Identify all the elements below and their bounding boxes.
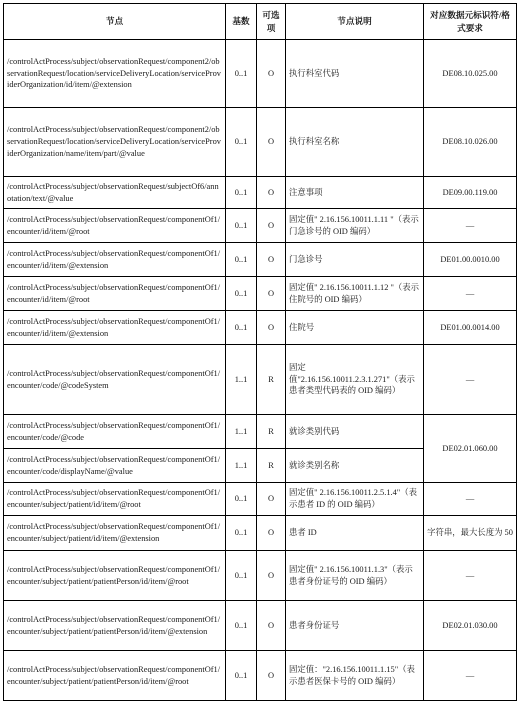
description-cell: 固定值" 2.16.156.10011.2.5.1.4"（表示患者 ID 的 OID 编码） — [286, 483, 424, 516]
element-id-cell: — — [424, 209, 517, 243]
cardinality-cell: 1..1 — [226, 449, 257, 483]
optional-cell: O — [257, 516, 286, 551]
optional-cell: O — [257, 483, 286, 516]
optional-cell: O — [257, 311, 286, 345]
element-id-cell: DE08.10.025.00 — [424, 40, 517, 108]
table-row — [4, 40, 517, 108]
table-row — [4, 516, 517, 551]
node-path-cell: /controlActProcess/subject/observationRequest/componentOf1/encounter/subject/patient/id/item/@root — [4, 483, 226, 516]
element-id-cell: — — [424, 551, 517, 601]
cardinality-cell: 0..1 — [226, 551, 257, 601]
table-body — [4, 40, 517, 701]
description-cell: 患者身份证号 — [286, 601, 424, 651]
table-row — [4, 345, 517, 415]
optional-cell: R — [257, 345, 286, 415]
header-cardinality: 基数 — [226, 4, 257, 40]
header-description: 节点说明 — [286, 4, 424, 40]
node-path-cell: /controlActProcess/subject/observationRequest/componentOf1/encounter/id/item/@root — [4, 277, 226, 311]
node-path-cell: /controlActProcess/subject/observationRequest/componentOf1/encounter/subject/patient/patientPerson/id/item/@root — [4, 651, 226, 701]
node-path-cell: /controlActProcess/subject/observationRequest/componentOf1/encounter/id/item/@root — [4, 209, 226, 243]
description-cell: 患者 ID — [286, 516, 424, 551]
cardinality-cell: 0..1 — [226, 177, 257, 209]
element-id-cell: DE01.00.0014.00 — [424, 311, 517, 345]
description-cell: 固定值" 2.16.156.10011.1.12 "（表示住院号的 OID 编码） — [286, 277, 424, 311]
description-cell: 固定值" 2.16.156.10011.1.3"（表示患者身份证号的 OID 编码） — [286, 551, 424, 601]
node-path-cell: /controlActProcess/subject/observationRequest/componentOf1/encounter/subject/patient/patientPerson/id/item/@root — [4, 551, 226, 601]
cardinality-cell: 0..1 — [226, 483, 257, 516]
table-row — [4, 551, 517, 601]
cardinality-cell: 1..1 — [226, 415, 257, 449]
node-path-cell: /controlActProcess/subject/observationRequest/componentOf1/encounter/id/item/@extension — [4, 243, 226, 277]
cardinality-cell: 0..1 — [226, 601, 257, 651]
optional-cell: O — [257, 243, 286, 277]
description-cell: 固定值"2.16.156.10011.2.3.1.271"（表示患者类型代码表的 OID 编码） — [286, 345, 424, 415]
cardinality-cell: 0..1 — [226, 40, 257, 108]
cardinality-cell: 0..1 — [226, 651, 257, 701]
header-node: 节点 — [4, 4, 226, 40]
cardinality-cell: 0..1 — [226, 311, 257, 345]
node-path-cell: /controlActProcess/subject/observationRequest/component2/observationRequest/location/serviceDeliveryLocation/serviceProviderOrganization/id/item/@extension — [4, 40, 226, 108]
table-row — [4, 483, 517, 516]
node-path-cell: /controlActProcess/subject/observationRequest/componentOf1/encounter/subject/patient/patientPerson/id/item/@extension — [4, 601, 226, 651]
node-spec-table — [3, 3, 517, 701]
description-cell: 执行科室名称 — [286, 108, 424, 177]
description-cell: 门急诊号 — [286, 243, 424, 277]
optional-cell: O — [257, 209, 286, 243]
optional-cell: O — [257, 651, 286, 701]
cardinality-cell: 0..1 — [226, 108, 257, 177]
element-id-cell: DE08.10.026.00 — [424, 108, 517, 177]
table-row — [4, 108, 517, 177]
node-path-cell: /controlActProcess/subject/observationRequest/componentOf1/encounter/code/@code — [4, 415, 226, 449]
cardinality-cell: 0..1 — [226, 209, 257, 243]
element-id-cell: 字符串，最大长度为 50 — [424, 516, 517, 551]
node-path-cell: /controlActProcess/subject/observationRequest/componentOf1/encounter/code/displayName/@value — [4, 449, 226, 483]
optional-cell: O — [257, 601, 286, 651]
table-row — [4, 177, 517, 209]
element-id-cell: DE02.01.060.00 — [424, 415, 517, 483]
description-cell: 固定值："2.16.156.10011.1.15"（表示患者医保卡号的 OID 编码） — [286, 651, 424, 701]
cardinality-cell: 1..1 — [226, 345, 257, 415]
cardinality-cell: 0..1 — [226, 516, 257, 551]
header-optional: 可选项 — [257, 4, 286, 40]
optional-cell: R — [257, 449, 286, 483]
optional-cell: O — [257, 177, 286, 209]
description-cell: 执行科室代码 — [286, 40, 424, 108]
description-cell: 就诊类别代码 — [286, 415, 424, 449]
cardinality-cell: 0..1 — [226, 243, 257, 277]
optional-cell: O — [257, 108, 286, 177]
optional-cell: O — [257, 40, 286, 108]
element-id-cell: — — [424, 345, 517, 415]
header-element: 对应数据元标识符/格式要求 — [424, 4, 517, 40]
node-path-cell: /controlActProcess/subject/observationRequest/subjectOf6/annotation/text/@value — [4, 177, 226, 209]
element-id-cell: — — [424, 277, 517, 311]
table-row — [4, 209, 517, 243]
optional-cell: O — [257, 277, 286, 311]
description-cell: 住院号 — [286, 311, 424, 345]
description-cell: 固定值" 2.16.156.10011.1.11 "（表示门急诊号的 OID 编码） — [286, 209, 424, 243]
node-path-cell: /controlActProcess/subject/observationRequest/componentOf1/encounter/subject/patient/id/item/@extension — [4, 516, 226, 551]
node-path-cell: /controlActProcess/subject/observationRequest/componentOf1/encounter/id/item/@extension — [4, 311, 226, 345]
table-row — [4, 243, 517, 277]
description-cell: 注意事项 — [286, 177, 424, 209]
node-path-cell: /controlActProcess/subject/observationRequest/componentOf1/encounter/code/@codeSystem — [4, 345, 226, 415]
element-id-cell: DE09.00.119.00 — [424, 177, 517, 209]
table-row — [4, 415, 517, 449]
element-id-cell: DE02.01.030.00 — [424, 601, 517, 651]
element-id-cell: — — [424, 483, 517, 516]
table-row — [4, 651, 517, 701]
cardinality-cell: 0..1 — [226, 277, 257, 311]
element-id-cell: DE01.00.0010.00 — [424, 243, 517, 277]
optional-cell: R — [257, 415, 286, 449]
table-row — [4, 601, 517, 651]
description-cell: 就诊类别名称 — [286, 449, 424, 483]
table-row — [4, 277, 517, 311]
element-id-cell: — — [424, 651, 517, 701]
table-row — [4, 311, 517, 345]
node-path-cell: /controlActProcess/subject/observationRequest/component2/observationRequest/location/serviceDeliveryLocation/serviceProviderOrganization/name/item/part/@value — [4, 108, 226, 177]
optional-cell: O — [257, 551, 286, 601]
table-header — [4, 4, 517, 40]
